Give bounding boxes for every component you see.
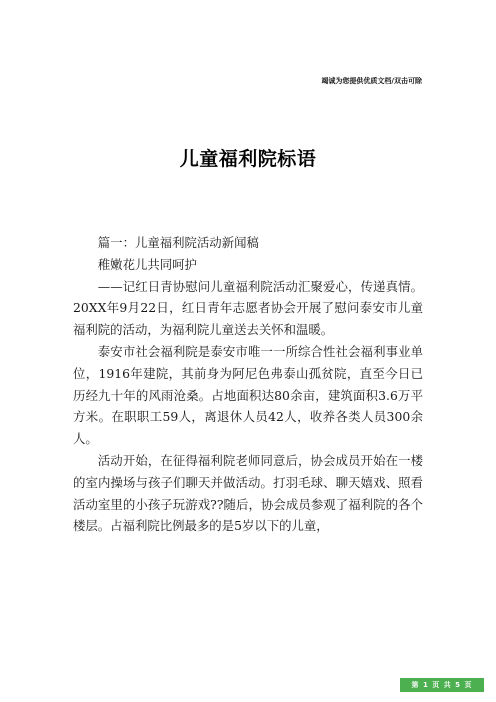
paragraph: 活动开始，在征得福利院老师同意后，协会成员开始在一楼的室内操场与孩子们聊天并做活动。打羽毛球、聊天嬉戏、照看活动室里的小孩子玩游戏??随后，协会成员参观了福利院的各个楼层。占福利院比例最多的是5岁以下的儿童， [73,452,423,534]
paragraph: 篇一：儿童福利院活动新闻稿 [97,235,259,250]
header-note: 竭诚为您提供优质文档/双击可除 [321,77,422,85]
paragraph: ——记红日青协慰问儿童福利院活动汇聚爱心，传递真情。20XX年9月22日，红日青年志愿者协会开展了慰问泰安市儿童福利院的活动，为福利院儿童送去关怀和温暖。 [73,278,423,338]
page-indicator: 第 1 页 共 5 页 [400,678,484,692]
document-body [73,232,423,537]
paragraph: 稚嫩花儿共同呵护 [97,256,197,272]
document-title: 儿童福利院标语 [179,148,317,170]
paragraph: 泰安市社会福利院是泰安市唯一一所综合性社会福利事业单位，1916年建院，其前身为阿尼色弗泰山孤贫院，直至今日已历经九十年的风雨沧桑。占地面积达80余亩，建筑面积3.6万平方米。在职职工59人，离退休人员42人，收养各类人员300余人。 [73,343,423,447]
